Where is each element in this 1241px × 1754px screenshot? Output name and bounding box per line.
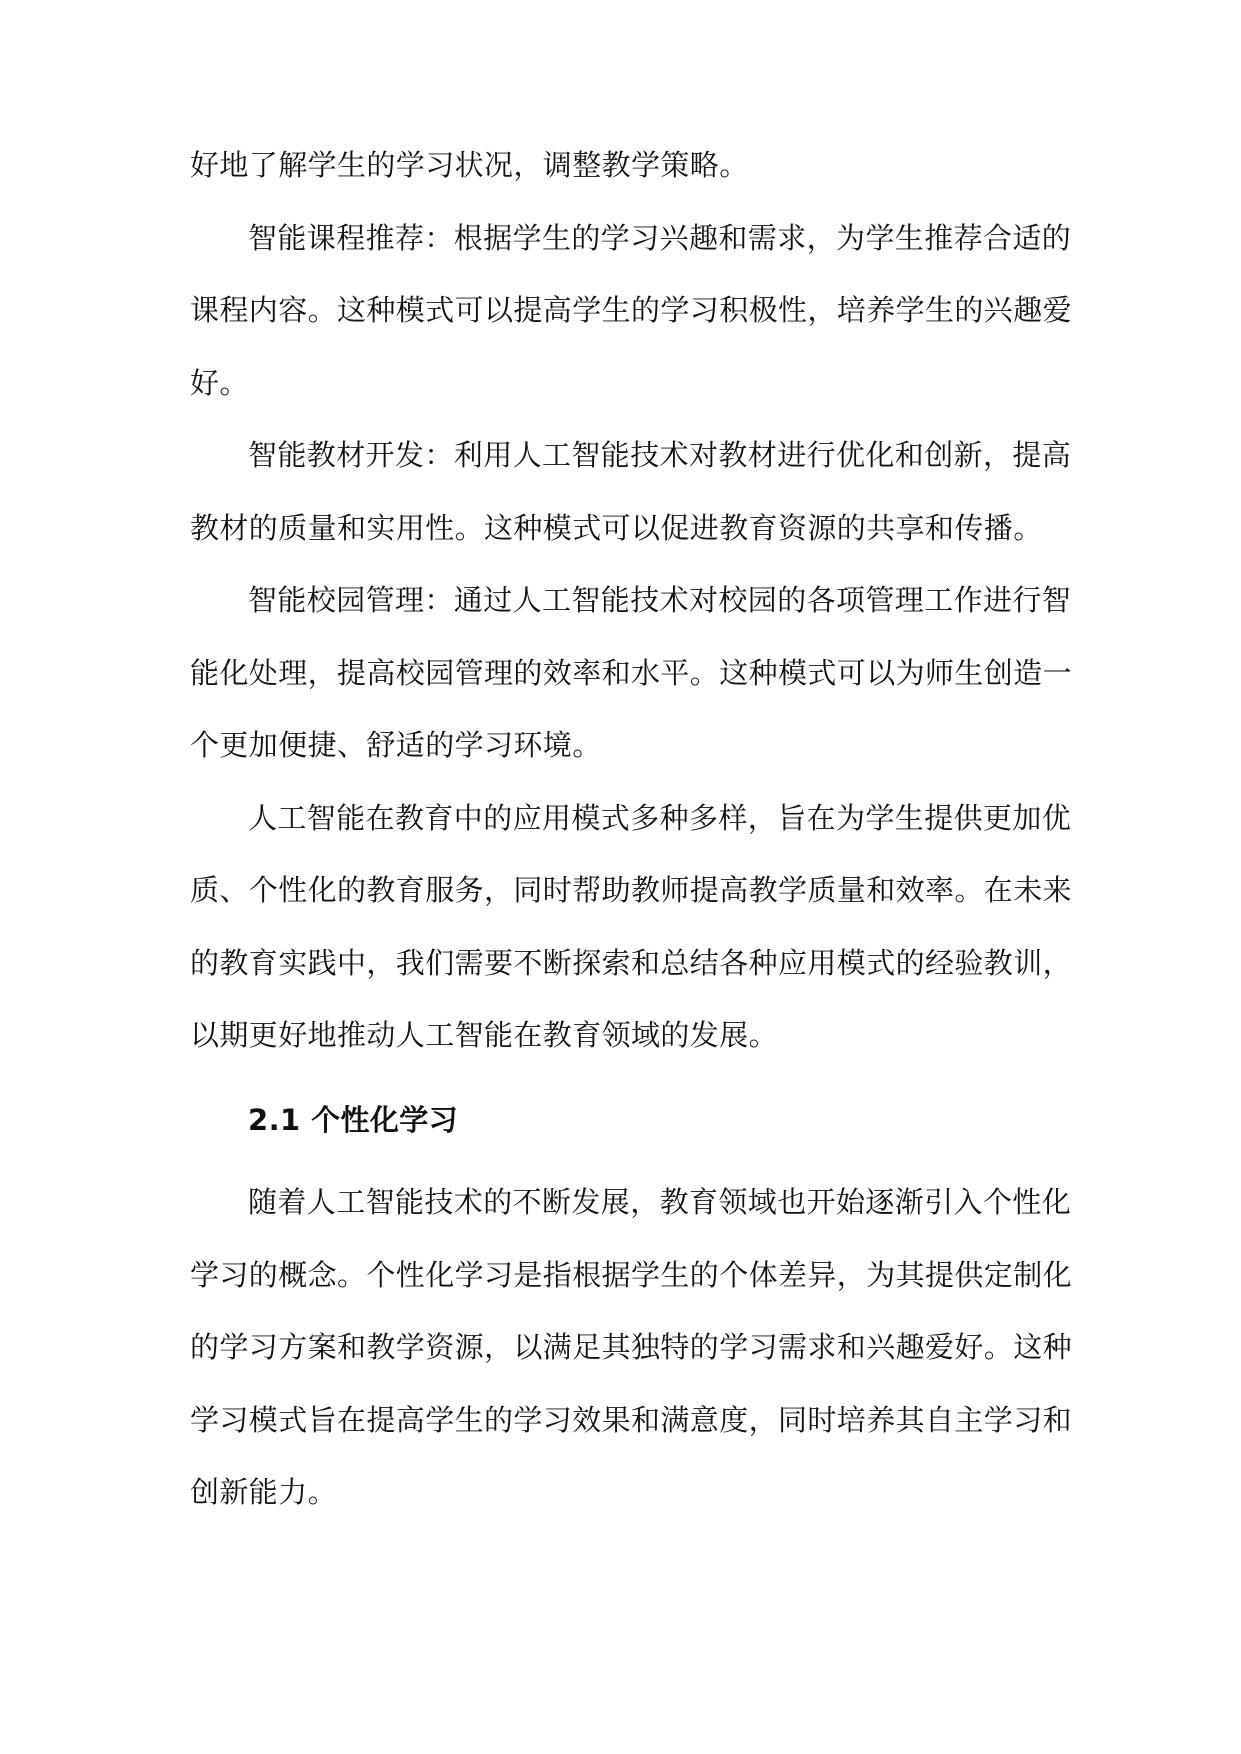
paragraph-line: 学习模式旨在提高学生的学习效果和满意度，同时培养其自主学习和 — [190, 1403, 1073, 1437]
paragraph-line: 质、个性化的教育服务，同时帮助教师提高教学质量和效率。在未来 — [190, 873, 1073, 907]
paragraph-line: 学习的概念。个性化学习是指根据学生的个体差异，为其提供定制化 — [190, 1258, 1073, 1292]
paragraph-line: 智能课程推荐：根据学生的学习兴趣和需求，为学生推荐合适的 — [248, 221, 1072, 255]
paragraph-line: 教材的质量和实用性。这种模式可以促进教育资源的共享和传播。 — [190, 511, 1043, 545]
paragraph-line: 创新能力。 — [190, 1475, 338, 1509]
paragraph-line: 人工智能在教育中的应用模式多种多样，旨在为学生提供更加优 — [248, 801, 1072, 835]
paragraph-line: 好地了解学生的学习状况，调整教学策略。 — [190, 148, 749, 182]
paragraph-line: 好。 — [190, 366, 249, 400]
paragraph-line: 的教育实践中，我们需要不断探索和总结各种应用模式的经验教训， — [190, 946, 1073, 980]
paragraph-line: 能化处理，提高校园管理的效率和水平。这种模式可以为师生创造一 — [190, 656, 1073, 690]
paragraph-line: 的学习方案和教学资源，以满足其独特的学习需求和兴趣爱好。这种 — [190, 1330, 1073, 1364]
paragraph-line: 智能教材开发：利用人工智能技术对教材进行优化和创新，提高 — [248, 438, 1072, 472]
section-heading: 2.1 个性化学习 — [248, 1103, 459, 1137]
paragraph-line: 个更加便捷、舒适的学习环境。 — [190, 728, 602, 762]
paragraph-line: 以期更好地推动人工智能在教育领域的发展。 — [190, 1018, 779, 1052]
paragraph-line: 随着人工智能技术的不断发展，教育领域也开始逐渐引入个性化 — [248, 1185, 1072, 1219]
paragraph-line: 课程内容。这种模式可以提高学生的学习积极性，培养学生的兴趣爱 — [190, 293, 1073, 327]
paragraph-line: 智能校园管理：通过人工智能技术对校园的各项管理工作进行智 — [248, 583, 1072, 617]
